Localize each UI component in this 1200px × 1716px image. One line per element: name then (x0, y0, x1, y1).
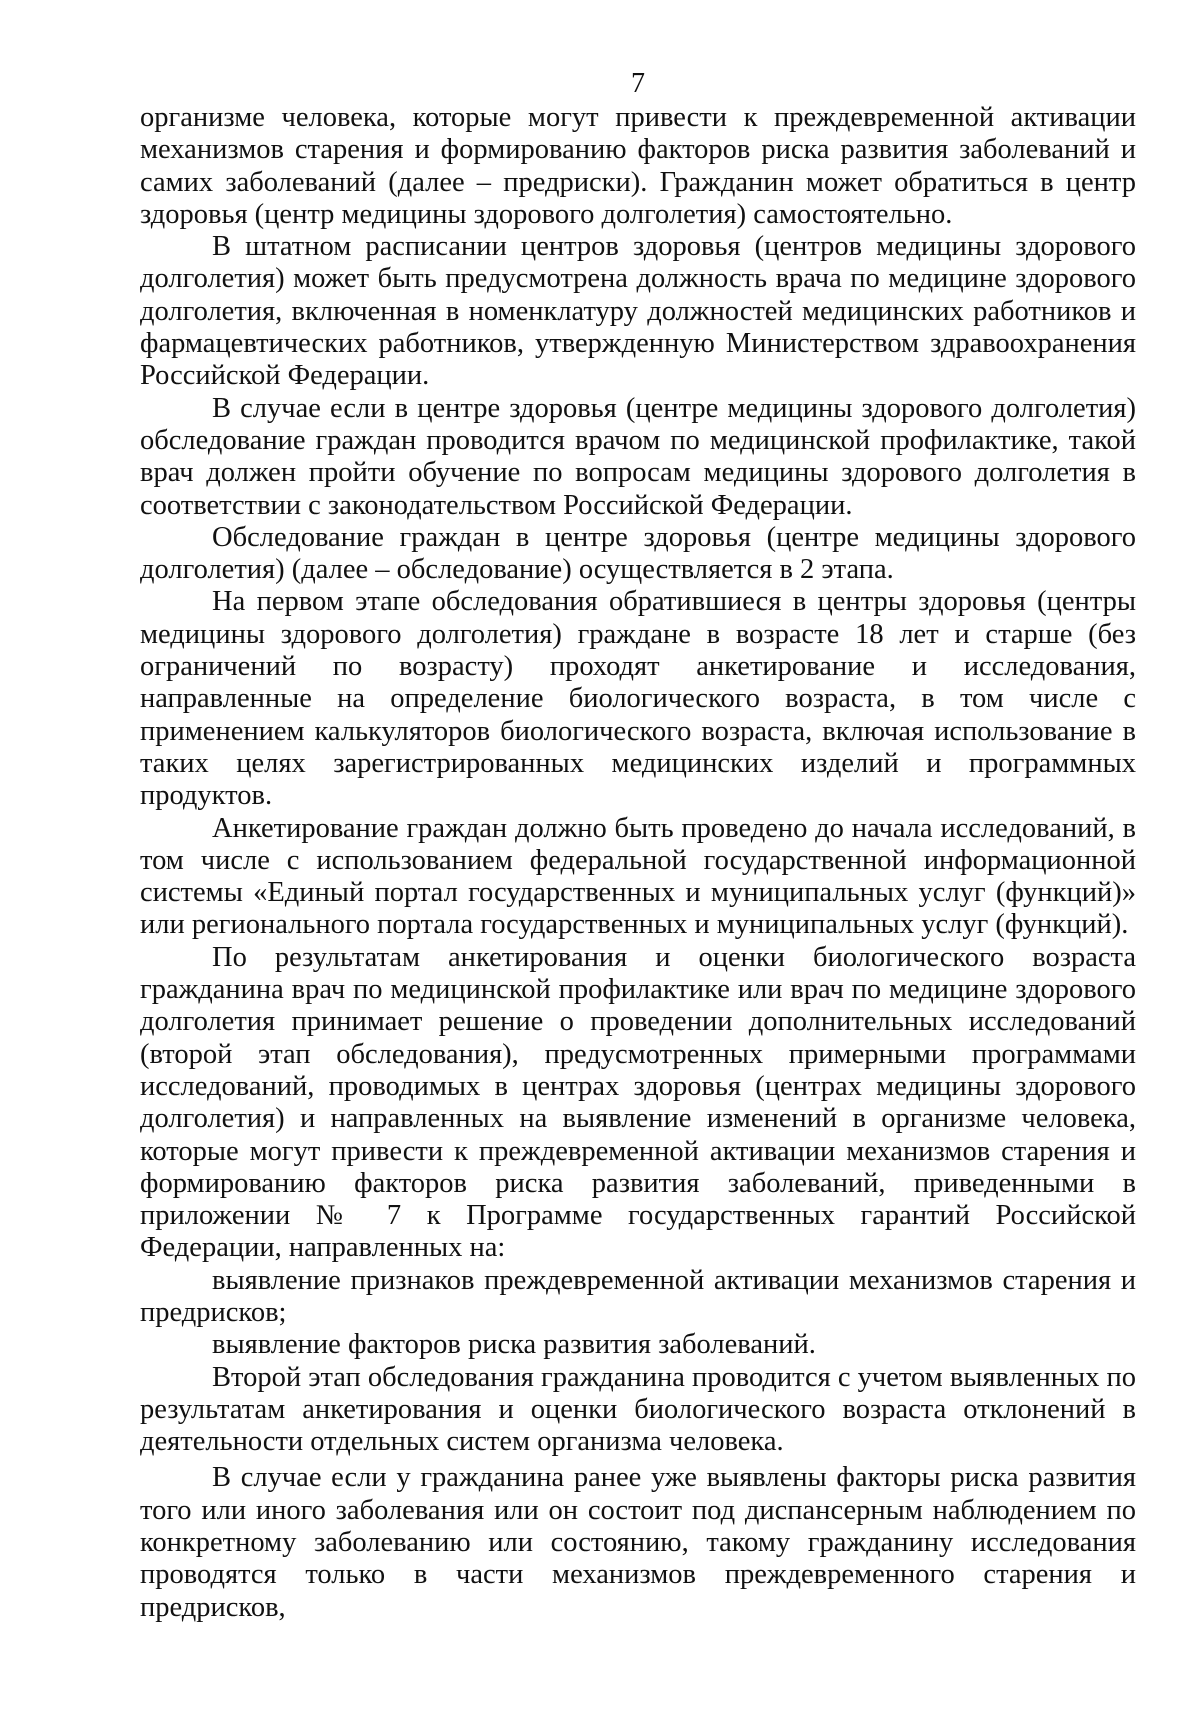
paragraph-existing-risk: В случае если у гражданина ранее уже выявлены факторы риска развития того или иного заболевания или он состоит под диспансерным наблюдением по конкретному заболеванию или состоянию, такому гражданину исследования проводятся только в части механизмов преждевременного старения и предрисков, (140, 1462, 1136, 1623)
page-number: 7 (631, 68, 645, 99)
paragraph-staffing: В штатном расписании центров здоровья (центров медицины здорового долголетия) может быть предусмотрена должность врача по медицине здорового долголетия, включенная в номенклатуру должностей медицинских работников и фармацевтических работников, утвержденную Министерством здравоохранения Российской Федерации. (140, 231, 1136, 392)
document-page (140, 68, 1136, 1624)
paragraph-results: По результатам анкетирования и оценки биологического возраста гражданина врач по медицинской профилактике или врач по медицине здорового долголетия принимает решение о проведении дополнительных исследований (второй этап обследования), предусмотренных примерными программами исследований, проводимых в центрах здоровья (центрах медицины здорового долголетия) и направленных на выявление изменений в организме человека, которые могут привести к преждевременной активации механизмов старения и формированию факторов риска развития заболеваний, приведенными в приложении № 7 к Программе государственных гарантий Российской Федерации, направленных на: (140, 941, 1136, 1264)
paragraph-examination-stages: Обследование граждан в центре здоровья (центре медицины здорового долголетия) (далее – обследование) осуществляется в 2 этапа. (140, 521, 1136, 586)
paragraph-questionnaire: Анкетирование граждан должно быть проведено до начала исследований, в том числе с использованием федеральной государственной информационной системы «Единый портал государственных и муниципальных услуг (функций)» или регионального портала государственных и муниципальных услуг (функций). (140, 812, 1136, 941)
paragraph-training: В случае если в центре здоровья (центре медицины здорового долголетия) обследование граждан проводится врачом по медицинской профилактике, такой врач должен пройти обучение по вопросам медицины здорового долголетия в соответствии с законодательством Российской Федерации. (140, 392, 1136, 521)
paragraph-list-item-aging: выявление признаков преждевременной активации механизмов старения и предрисков; (140, 1264, 1136, 1328)
paragraph-second-stage: Второй этап обследования гражданина проводится с учетом выявленных по результатам анкетирования и оценки биологического возраста отклонений в деятельности отдельных систем организма человека. (140, 1361, 1137, 1458)
paragraph-continuation: организме человека, которые могут привести к преждевременной активации механизмов старения и формированию факторов риска развития заболеваний и самих заболеваний (далее – предриски). Гражданин может обратиться в центр здоровья (центр медицины здорового долголетия) самостоятельно. (140, 102, 1136, 230)
paragraph-list-item-risk-factors: выявление факторов риска развития заболеваний. (212, 1329, 816, 1361)
paragraph-first-stage: На первом этапе обследования обратившиеся в центры здоровья (центры медицины здорового долголетия) граждане в возрасте 18 лет и старше (без ограничений по возрасту) проходят анкетирование и исследования, направленные на определение биологического возраста, в том числе с применением калькуляторов биологического возраста, включая использование в таких целях зарегистрированных медицинских изделий и программных продуктов. (140, 586, 1136, 812)
